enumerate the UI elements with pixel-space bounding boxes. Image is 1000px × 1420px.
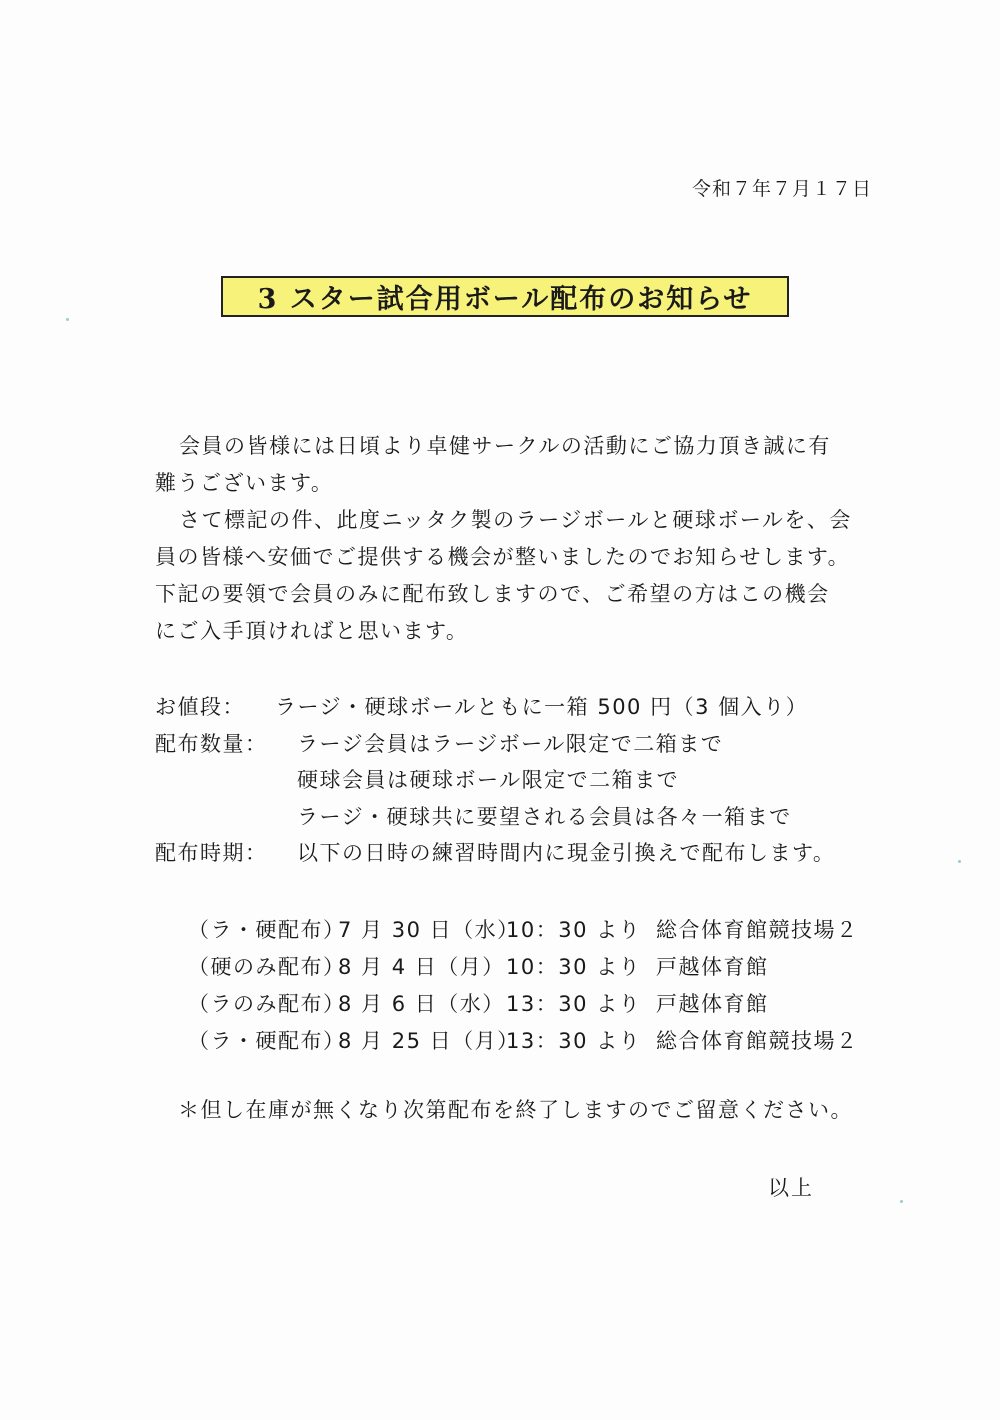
distribution-schedule (188, 910, 859, 1058)
schedule-date: 7 月 30 日（水） (338, 917, 520, 942)
schedule-place: 総合体育館競技場２ (656, 1028, 859, 1053)
paragraph-line: 会員の皆様には日頃より卓健サークルの活動にご協力頂き誠に有 (179, 434, 831, 458)
period-row (155, 834, 875, 871)
price-value: ラージ・硬球ボールともに一箱 500 円（3 個入り） (275, 695, 809, 720)
schedule-kind: （ラのみ配布） (188, 991, 346, 1016)
schedule-row (188, 984, 859, 1021)
schedule-time: 13：30 より (506, 1028, 642, 1053)
schedule-time: 10：30 より (506, 917, 642, 942)
stock-note: ＊但し在庫が無くなり次第配布を終了しますのでご留意ください。 (178, 1098, 853, 1122)
schedule-kind: （硬のみ配布） (188, 954, 346, 979)
schedule-date: 8 月 4 日（月） (338, 954, 505, 979)
paragraph-line: にご入手頂ければと思います。 (155, 619, 469, 643)
schedule-kind: （ラ・硬配布） (188, 1028, 346, 1053)
title-highlight-box (221, 276, 789, 317)
quantity-row (155, 725, 875, 762)
price-label: お値段： (155, 695, 245, 720)
schedule-row (188, 910, 859, 947)
schedule-row (188, 1021, 859, 1058)
scan-speck (958, 860, 961, 863)
closing-mark: 以上 (768, 1176, 814, 1200)
quantity-value: 硬球会員は硬球ボール限定で二箱まで (297, 768, 680, 793)
schedule-kind: （ラ・硬配布） (188, 917, 346, 942)
paragraph-announcement (155, 502, 875, 650)
schedule-place: 戸越体育館 (656, 954, 769, 979)
quantity-value: ラージ会員はラージボール限定で二箱まで (297, 731, 724, 756)
document-title: 3 スター試合用ボール配布のお知らせ (257, 284, 753, 315)
schedule-time: 10：30 より (506, 954, 642, 979)
schedule-row (188, 947, 859, 984)
quantity-value: ラージ・硬球共に要望される会員は各々一箱まで (297, 804, 792, 829)
paragraph-line: 難うございます。 (155, 471, 334, 495)
schedule-time: 13：30 より (506, 991, 642, 1016)
quantity-row (155, 761, 875, 798)
scan-speck (900, 1200, 903, 1203)
document-date: 令和７年７月１７日 (691, 178, 872, 200)
paragraph-line: 下記の要領で会員のみに配布致しますので、ご希望の方はこの機会 (155, 582, 830, 606)
period-label: 配布時期： (155, 841, 268, 866)
schedule-date: 8 月 25 日（月） (338, 1028, 520, 1053)
distribution-details (155, 688, 875, 871)
quantity-row (155, 798, 875, 835)
paragraph-line: さて標記の件、此度ニッタク製のラージボールと硬球ボールを、会 (179, 508, 852, 532)
quantity-label: 配布数量： (155, 731, 268, 756)
paragraph-line: 員の皆様へ安価でご提供する機会が整いましたのでお知らせします。 (155, 545, 851, 569)
schedule-place: 総合体育館競技場２ (656, 917, 859, 942)
scan-speck (66, 318, 69, 321)
schedule-place: 戸越体育館 (656, 991, 769, 1016)
period-value: 以下の日時の練習時間内に現金引換えで配布します。 (297, 841, 836, 866)
paragraph-greeting (155, 428, 875, 502)
price-row (155, 688, 875, 725)
schedule-date: 8 月 6 日（水） (338, 991, 505, 1016)
